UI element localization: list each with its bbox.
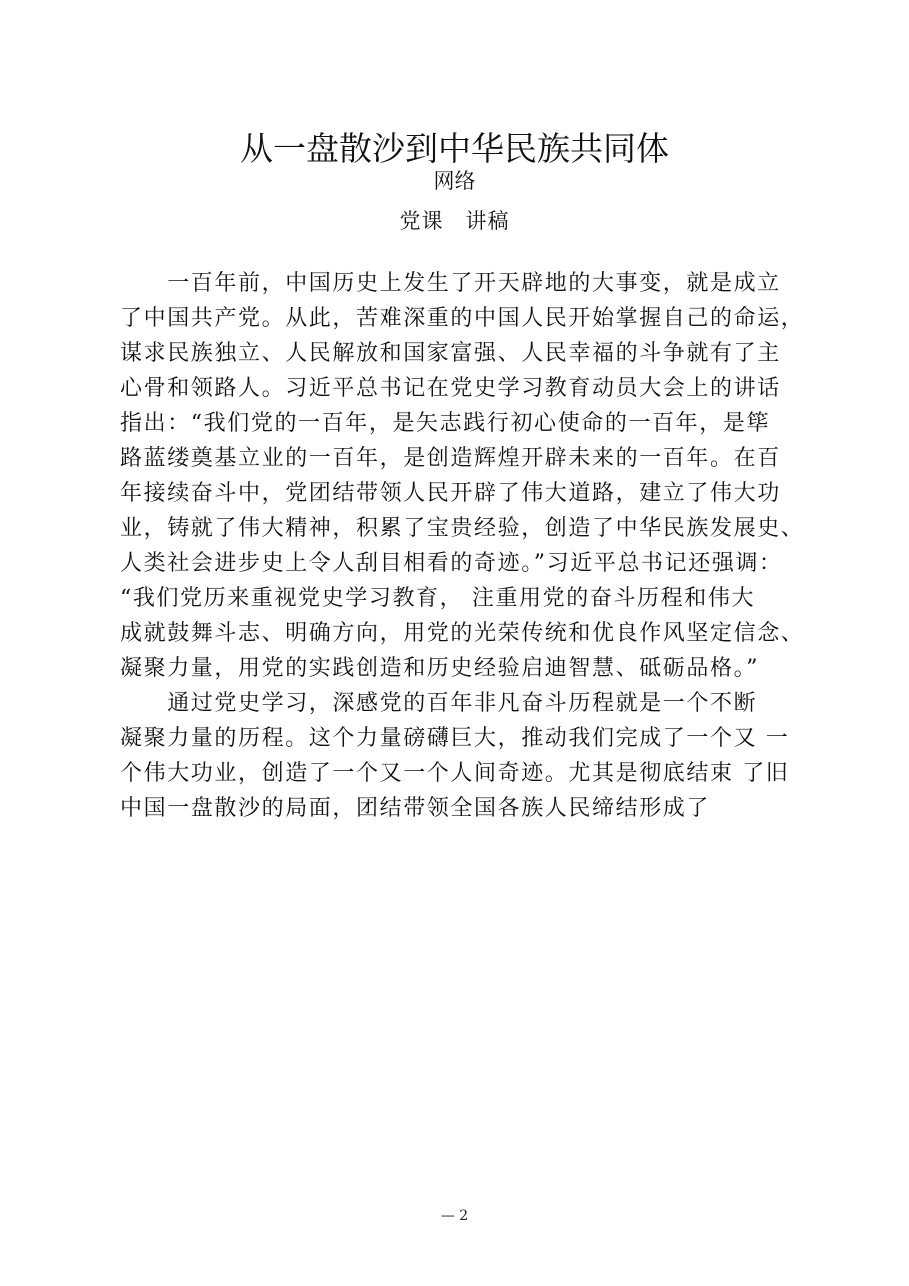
- text-line: 路蓝缕奠基立业的一百年，是创造辉煌开辟未来的一百年。在百: [120, 446, 781, 471]
- body-text: [120, 266, 840, 826]
- category-label: 党课 讲稿: [399, 209, 510, 233]
- text-line: 一百年前，中国历史上发生了开天辟地的大事变，就是成立: [120, 271, 781, 296]
- page-title: 从一盘散沙到中华民族共同体: [240, 129, 669, 168]
- text-line: 成就鼓舞斗志、明确方向，用党的光荣传统和优良作风坚定信念、: [120, 621, 805, 646]
- text-line: 凝聚力量的历程。这个力量磅礴巨大，推动我们完成了一个又 一: [120, 726, 790, 751]
- text-line: 通过党史学习，深感党的百年非凡奋斗历程就是一个不断: [120, 691, 758, 716]
- source-label: 网络: [433, 169, 476, 193]
- text-line: 人类社会进步史上令人刮目相看的奇迹。”习近平总书记还强调：: [120, 551, 783, 576]
- text-line: 谋求民族独立、人民解放和国家富强、人民幸福的斗争就有了主: [120, 341, 781, 366]
- text-line: 凝聚力量，用党的实践创造和历史经验启迪智慧、砥砺品格。”: [120, 656, 760, 681]
- text-line: 心骨和领路人。习近平总书记在党史学习教育动员大会上的讲话: [120, 376, 781, 401]
- page-number: — 2: [440, 1208, 469, 1224]
- text-line: 指出：“我们党的一百年，是矢志践行初心使命的一百年，是筚: [120, 411, 771, 436]
- text-line: 了中国共产党。从此，苦难深重的中国人民开始掌握自己的命运，: [120, 306, 805, 331]
- text-line: 业，铸就了伟大精神，积累了宝贵经验，创造了中华民族发展史、: [120, 516, 805, 541]
- text-line: “我们党历来重视党史学习教育， 注重用党的奋斗历程和伟大: [120, 586, 756, 611]
- text-line: 中国一盘散沙的局面，团结带领全国各族人民缔结形成了: [120, 796, 711, 821]
- text-line: 年接续奋斗中，党团结带领人民开辟了伟大道路，建立了伟大功: [120, 481, 781, 506]
- text-line: 个伟大功业，创造了一个又一个人间奇迹。尤其是彻底结束 了旧: [120, 761, 790, 786]
